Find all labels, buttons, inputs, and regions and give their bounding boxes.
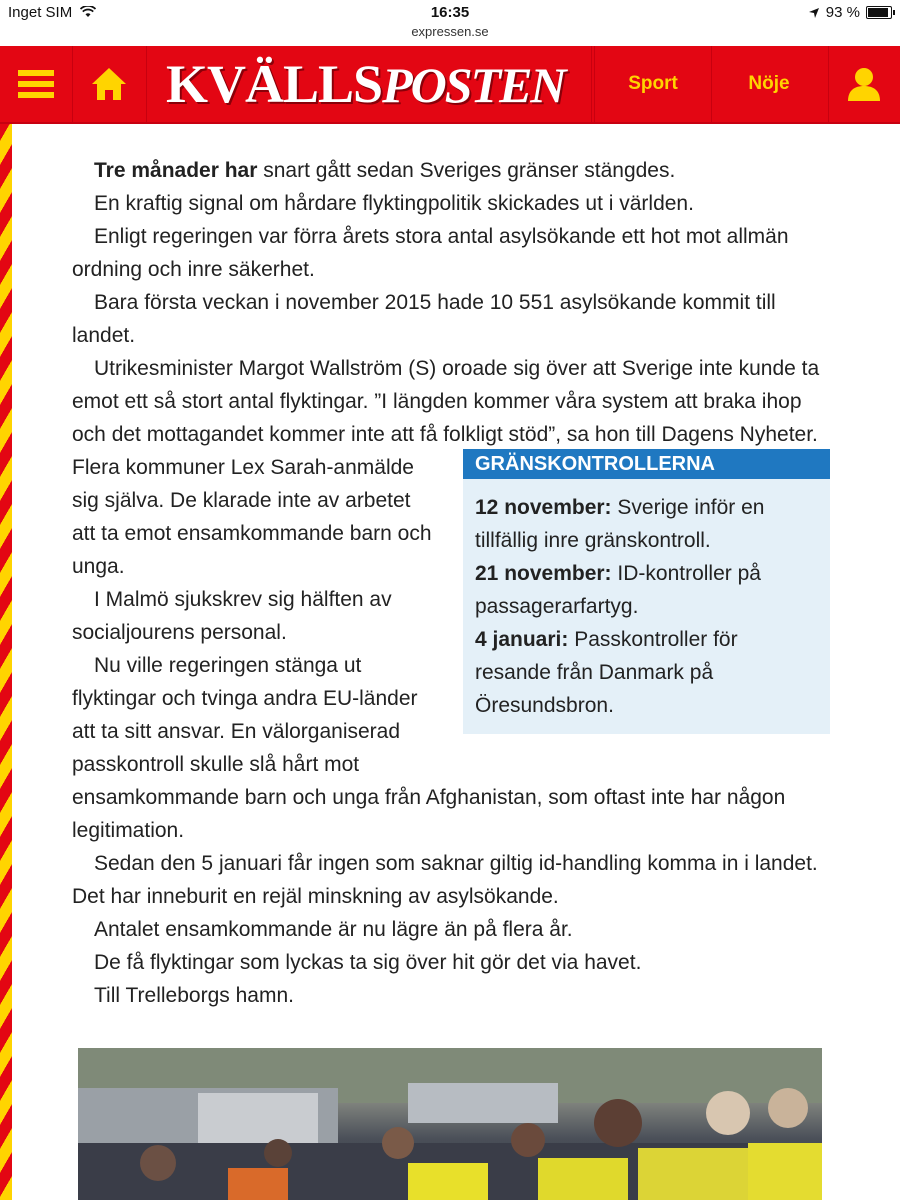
nav-noje-label: Nöje	[748, 73, 790, 94]
status-bar	[0, 0, 900, 46]
user-button[interactable]	[828, 46, 900, 122]
user-icon	[846, 66, 882, 102]
paragraph: Sedan den 5 januari får ingen som saknar giltig id-handling komma in i landet. Det har inneburit en rejäl minskning av asylsökande.	[72, 852, 818, 908]
fact-date: 21 november:	[475, 562, 612, 585]
logo-text	[166, 54, 565, 114]
fact-item	[475, 557, 818, 623]
site-header	[0, 46, 900, 124]
paragraph: I Malmö sjukskrev sig hälften av socialjourens personal.	[72, 588, 392, 644]
fact-box	[463, 449, 830, 734]
paragraph	[72, 154, 832, 187]
logo-part-main: KVÄLLS	[166, 54, 383, 114]
lead-rest: snart gått sedan Sveriges gränser stängdes.	[257, 159, 676, 182]
fact-text: Sverige inför en tillfällig inre gränskontroll.	[475, 496, 765, 552]
paragraph: Antalet ensamkommande är nu lägre än på flera år.	[94, 918, 573, 941]
paragraph: Utrikesminister Margot Wallström (S) oroade sig över att Sverige inte kunde ta emot ett så stort antal flyktingar. ”I längden kommer våra system att braka ihop och det mottagandet kommer inte att få folkligt stöd”, sa hon till Dagens Nyheter.	[72, 357, 820, 446]
menu-button[interactable]	[0, 46, 73, 122]
fact-item	[475, 491, 818, 557]
battery-icon	[866, 6, 892, 19]
logo-part-italic: POSTEN	[382, 57, 565, 113]
paragraph: Enligt regeringen var förra årets stora antal asylsökande ett hot mot allmän ordning och inre säkerhet.	[72, 225, 789, 281]
home-button[interactable]	[72, 46, 147, 122]
fact-date: 4 januari:	[475, 628, 569, 651]
carrier-label: Inget SIM	[8, 4, 73, 21]
paragraph: Nu ville regeringen stänga ut flyktingar och tvinga andra EU-länder att ta sitt ansvar. En välorganiserad passkontroll skulle slå hårt mot ensamkommande barn och unga från Afghanistan, som oftast inte har någon legitimation.	[72, 654, 786, 842]
fact-item	[475, 623, 818, 722]
photo-illustration	[78, 1048, 822, 1200]
location-arrow-icon	[808, 7, 820, 19]
decorative-stripe	[0, 124, 12, 1200]
clock: 16:35	[430, 4, 470, 21]
battery-status	[808, 4, 892, 21]
paragraph: Till Trelleborgs hamn.	[94, 984, 294, 1007]
nav-sport-label: Sport	[628, 73, 678, 94]
site-logo[interactable]	[146, 46, 592, 122]
paragraph: Bara första veckan i november 2015 hade 10 551 asylsökande kommit till landet.	[72, 291, 776, 347]
fact-text: Passkontroller för resande från Danmark på Öresundsbron.	[475, 628, 738, 717]
address-bar[interactable]: expressen.se	[411, 24, 489, 39]
fact-box-title: GRÄNSKONTROLLERNA	[463, 449, 830, 479]
nav-sport[interactable]	[594, 46, 712, 122]
article-photo[interactable]	[78, 1048, 822, 1200]
paragraph: De få flyktingar som lyckas ta sig över hit gör det via havet.	[94, 951, 642, 974]
battery-percent: 93 %	[825, 4, 860, 21]
fact-text: ID-kontroller på passagerarfartyg.	[475, 562, 761, 618]
article-body	[72, 154, 832, 1012]
home-icon	[91, 67, 127, 101]
paragraph: Flera kommuner Lex Sarah-anmälde sig själva. De klarade inte av arbetet att ta emot ensamkommande barn och unga.	[72, 456, 432, 578]
nav-noje[interactable]	[710, 46, 829, 122]
hamburger-icon	[18, 69, 54, 99]
lead-bold: Tre månader har	[94, 159, 258, 182]
fact-box-body	[463, 479, 830, 734]
fact-date: 12 november:	[475, 496, 612, 519]
paragraph: En kraftig signal om hårdare flyktingpolitik skickades ut i världen.	[94, 192, 694, 215]
